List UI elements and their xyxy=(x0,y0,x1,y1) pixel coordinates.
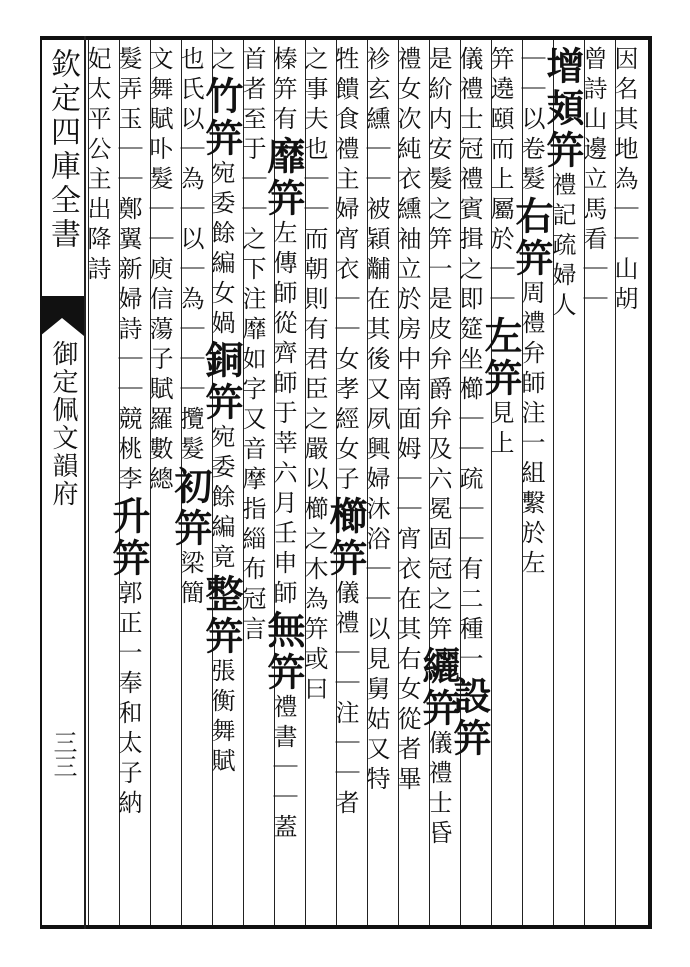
annotation-text: 宛委餘編女媧 xyxy=(207,160,235,340)
annotation-text: 以櫛之木為笄或曰 xyxy=(300,466,328,706)
headword: 靡笄 xyxy=(261,136,306,220)
headword: 櫛笄 xyxy=(323,496,368,580)
fishtail-mark-icon xyxy=(40,296,84,336)
annotation-text: 指緇布冠言 xyxy=(238,496,266,646)
annotation-text: 儀禮｜｜注｜｜者 xyxy=(331,580,359,820)
headword: 無笄 xyxy=(261,610,306,694)
text-column xyxy=(610,46,644,920)
headword: 增 xyxy=(540,46,585,88)
annotation-text: 榛笄有 xyxy=(269,46,297,136)
frame-right-border xyxy=(648,36,652,929)
headword: 銅笄 xyxy=(199,340,244,424)
text-column xyxy=(416,46,461,920)
text-column xyxy=(145,46,179,920)
annotation-text: 儀禮士昏 xyxy=(424,730,452,850)
annotation-text: 至于｜｜之下注靡如字又音摩 xyxy=(238,106,266,496)
headword: 整笄 xyxy=(199,574,244,658)
annotation-text: 以｜為｜ xyxy=(176,226,204,346)
annotation-text: 禮記疏婦人 xyxy=(548,172,576,322)
text-column xyxy=(579,46,613,920)
text-column xyxy=(261,46,306,920)
headword: 右笄 xyxy=(509,196,554,280)
headword: 竹笄 xyxy=(199,76,244,160)
annotation-text: 梁簡 xyxy=(176,550,204,610)
text-column xyxy=(199,46,244,920)
text-column xyxy=(540,46,585,920)
text-column xyxy=(83,46,117,920)
headword: 初笄 xyxy=(168,466,213,550)
annotation-text: 儀禮士冠禮賓揖之即筵坐櫛｜｜疏｜｜有二種一 xyxy=(455,46,483,676)
annotation-text: 曾詩山邊立馬看｜｜ xyxy=(579,46,607,316)
annotation-text: 文舞賦卟髮｜｜庾信蕩子賦羅數總 xyxy=(145,46,173,496)
annotation-text: 氏以｜為｜ xyxy=(176,76,204,226)
annotation-text: 牲饋食禮主婦宵衣｜｜女孝經女子 xyxy=(331,46,359,496)
margin-page-number: 三三 xyxy=(49,730,77,778)
text-column xyxy=(478,46,523,920)
margin-book-title: 御定佩文韻府 xyxy=(48,340,78,508)
text-column xyxy=(323,46,368,920)
annotation-text: 禮女次純衣纁袖立於房中南面姆｜｜宵衣在其右女從者畢 xyxy=(393,46,421,796)
text-column xyxy=(238,46,272,920)
annotation-text: 袗玄纁｜｜被穎黼在其後又夙興婦沐浴｜｜以見舅姑又特 xyxy=(362,46,390,796)
annotation-text: 之 xyxy=(207,46,235,76)
annotation-text: 妃太平公主出降詩 xyxy=(83,46,111,286)
annotation-text: 也 xyxy=(176,46,204,76)
annotation-text: ｜｜以卷髮 xyxy=(517,46,545,196)
text-column xyxy=(393,46,427,920)
text-column xyxy=(168,46,213,920)
annotation-text: ｜｜攬髮 xyxy=(176,346,204,466)
annotation-text: 見上 xyxy=(486,400,514,460)
headword: 左笄 xyxy=(478,316,523,400)
headword: 設笄 xyxy=(447,676,492,760)
text-column xyxy=(509,46,554,920)
annotation-text: 禮書｜｜蓋 xyxy=(269,694,297,844)
headword: 升笄 xyxy=(106,496,151,580)
headword: 纚笄 xyxy=(416,646,461,730)
text-column xyxy=(300,46,334,920)
margin-series-title: 欽定四庫全書 xyxy=(45,48,80,252)
annotation-text: 髮弄玉｜｜鄭翼新婦詩｜｜競桃李 xyxy=(114,46,142,496)
frame-left-border xyxy=(40,36,42,929)
annotation-text: 因名其地為｜｜山胡 xyxy=(610,46,638,316)
headword: 頍笄 xyxy=(540,88,585,172)
text-column xyxy=(447,46,492,920)
annotation-text: 張衡舞賦 xyxy=(207,658,235,778)
annotation-text: 是紒内安髮之笄一是皮弁爵弁及六冕固冠之笄 xyxy=(424,46,452,646)
annotation-text: 首者 xyxy=(238,46,266,106)
annotation-text: 左傳師從齊師于莘六月壬申師 xyxy=(269,220,297,610)
frame-top-border xyxy=(40,36,652,40)
annotation-text: 之事夫也｜｜而朝則有君臣之嚴 xyxy=(300,46,328,466)
text-column xyxy=(106,46,151,920)
frame-bottom-border xyxy=(40,925,652,929)
text-column xyxy=(362,46,396,920)
annotation-text: 宛委餘編竟 xyxy=(207,424,235,574)
annotation-text: 周禮弁師注一組繫於左 xyxy=(517,280,545,580)
annotation-text: 郭正一奉和太子納 xyxy=(114,580,142,820)
annotation-text: 笄遶頤而上屬於｜｜ xyxy=(486,46,514,316)
